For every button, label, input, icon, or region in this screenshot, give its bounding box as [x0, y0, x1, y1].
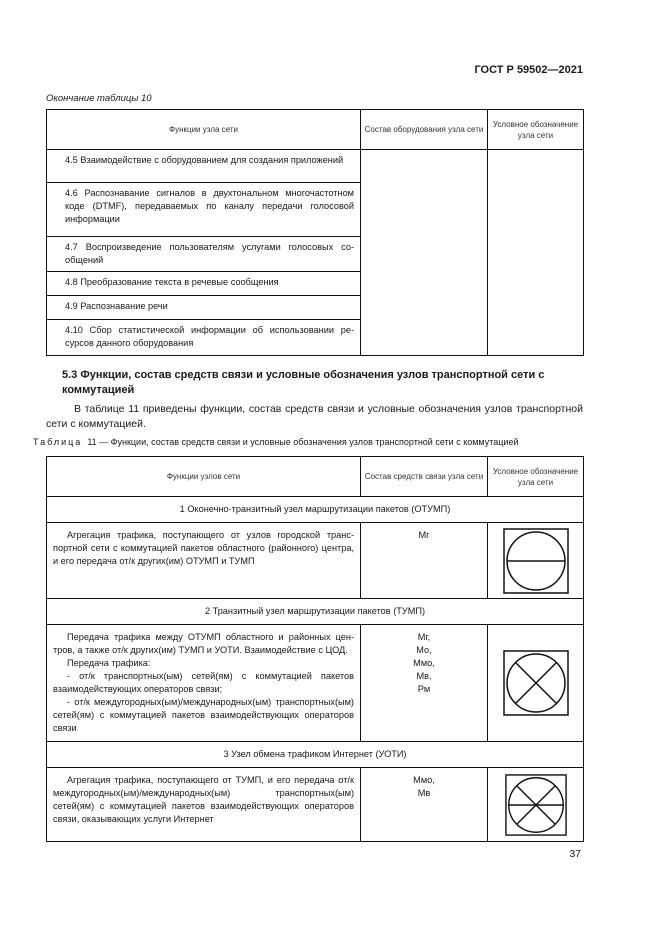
table-row	[47, 768, 361, 842]
table-row: 4.10 Сбор статистической информации об использовании ресурсов данного оборудования	[47, 320, 361, 356]
equipment-item: Рм	[417, 684, 431, 694]
node-symbol-otump	[488, 523, 584, 599]
equipment-list	[361, 523, 488, 599]
table-row: 4.6 Распознавание сигналов в двухтональном многочастотном коде (DTMF), передаваемых по каналу передачи голосовой информации	[47, 183, 361, 237]
equipment-item: Мо,	[416, 645, 432, 655]
node-symbol-uoti	[488, 768, 584, 842]
column-header-functions: Функции узла сети	[47, 110, 361, 150]
group-title-uoti: 3 Узел обмена трафиком Интернет (УОТИ)	[47, 742, 584, 768]
table-11-caption	[33, 437, 518, 447]
equipment-item: Ммо,	[413, 658, 435, 668]
function-text: - от/к транспортных(ым) сетей(ям) с коммутацией пакетов взаимодействующих операторов связи;	[53, 671, 354, 694]
circle-horizontal-line-icon	[503, 528, 569, 594]
function-text: Передача трафика между ОТУМП областного и районных центров, а также от/к других(им) ТУМП и УОТИ. Взаимодействие с ЦОД.	[53, 632, 354, 655]
document-id: ГОСТ Р 59502—2021	[474, 64, 583, 76]
function-text: - от/к междугородных(ым)/международных(ым) транспортных(ым) сетей(ям) с коммутацией пакетов взаимодействующих операторов связи	[53, 697, 354, 733]
group-title-otump: 1 Оконечно-транзитный узел маршрутизации пакетов (ОТУМП)	[47, 497, 584, 523]
section-title: 5.3 Функции, состав средств связи и условные обозначения узлов транспортной сети с коммутацией	[62, 369, 545, 396]
table-caption-prefix: Таблица	[33, 437, 83, 447]
equipment-item: Мг	[418, 530, 430, 540]
equipment-item: Мв	[417, 788, 431, 798]
page-number: 37	[569, 848, 581, 860]
equipment-item: Мв,	[416, 671, 432, 681]
equipment-item: Ммо,	[413, 775, 435, 785]
column-header-symbol: Условное обозначение узла сети	[488, 457, 584, 497]
table-row: 4.7 Воспроизведение пользователям услугами голосовых сообщений	[47, 237, 361, 272]
equipment-cell	[361, 150, 488, 356]
function-text: Агрегация трафика, поступающего от ТУМП, и его передача от/к междугородных(ым)/международных(ым) транспортных(ым) сетей(ям) с коммутацией пакетов взаимодействующих операторов связи, оказывающих услуги Интернет	[53, 775, 354, 824]
table-11	[46, 456, 584, 842]
table-row: 4.9 Распознавание речи	[47, 296, 361, 320]
table-10	[46, 109, 584, 356]
column-header-equipment: Состав средств связи узла сети	[361, 457, 488, 497]
equipment-list	[361, 768, 488, 842]
table-row: 4.8 Преобразование текста в речевые сообщения	[47, 272, 361, 296]
column-header-equipment: Состав оборудования узла сети	[361, 110, 488, 150]
function-text: Передача трафика:	[67, 658, 151, 668]
circle-x-horizontal-line-icon	[503, 774, 569, 836]
group-title-tump: 2 Транзитный узел маршрутизации пакетов (ТУМП)	[47, 599, 584, 625]
table-10-caption: Окончание таблицы 10	[46, 93, 152, 104]
table-caption-text: 11 — Функции, состав средств связи и условные обозначения узлов транспортной сети с коммутацией	[87, 437, 519, 447]
table-row	[47, 523, 361, 599]
column-header-symbol: Условное обозначение узла сети	[488, 110, 584, 150]
equipment-list	[361, 625, 488, 742]
column-header-functions: Функции узлов сети	[47, 457, 361, 497]
table-row: 4.5 Взаимодействие с оборудованием для создания приложений	[47, 150, 361, 183]
circle-x-icon	[503, 650, 569, 716]
table-row	[47, 625, 361, 742]
symbol-cell	[488, 150, 584, 356]
node-symbol-tump	[488, 625, 584, 742]
section-intro: В таблице 11 приведены функции, состав средств связи и условные обозначения узлов транспортной сети с коммутацией.	[46, 403, 583, 430]
equipment-item: Мг,	[417, 632, 431, 642]
function-text: Агрегация трафика, поступающего от узлов городской транспортной сети с коммутацией пакетов областного (районного) центра, и его передача от/к других(им) ОТУМП и ТУМП	[53, 530, 354, 566]
